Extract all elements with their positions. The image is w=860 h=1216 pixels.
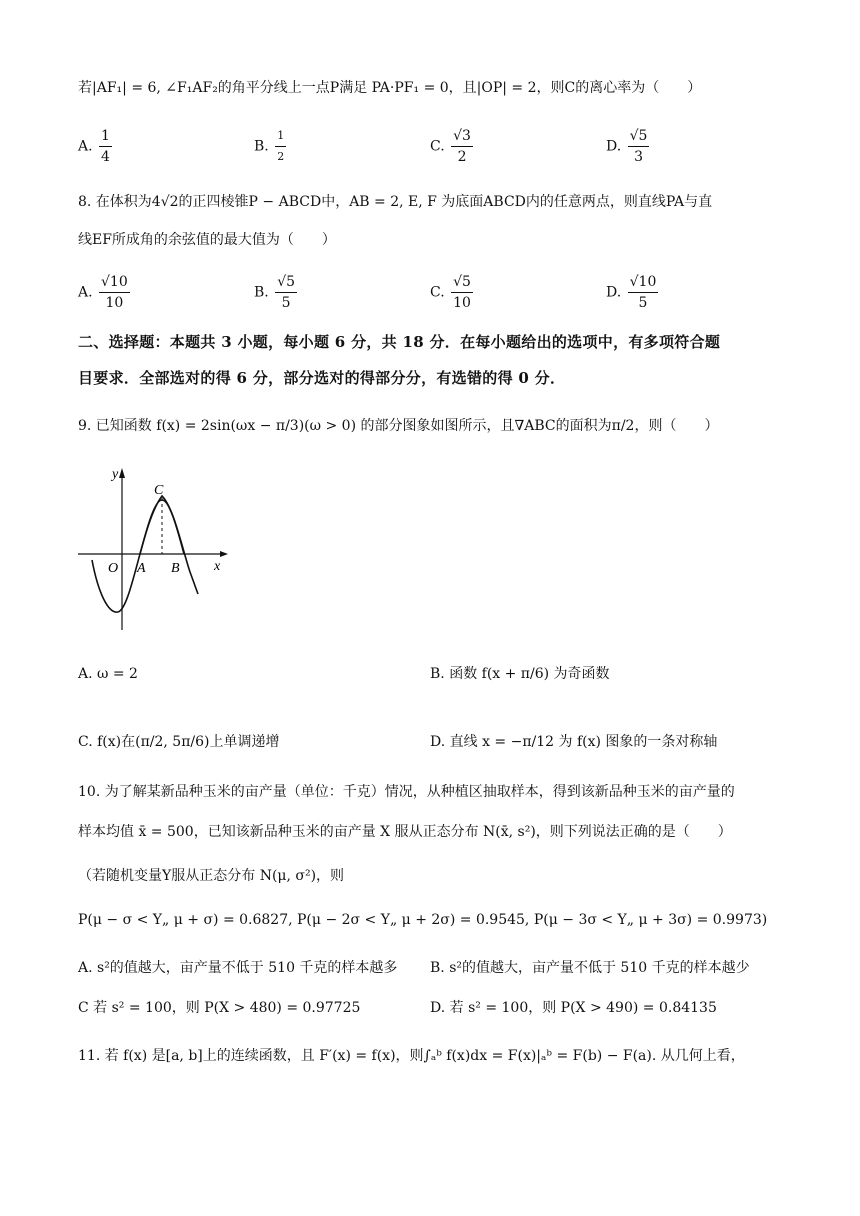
q9-stem: 9. 已知函数 f(x) = 2sin(ωx − π/3)(ω > 0) 的部分图象如图所示，且∇ABC的面积为π/2，则（ ） xyxy=(78,418,719,434)
fraction: $\frac{√3}{2}$ xyxy=(453,128,471,165)
q8-option-c: C. $\frac{√5}{10}$ xyxy=(430,274,471,311)
q7-option-b: B. $\frac{1}{2}$ xyxy=(254,126,288,167)
q9-option-a: A. ω = 2 xyxy=(78,666,138,682)
q10-line-1: 10. 为了解某新品种玉米的亩产量（单位：千克）情况，从种植区抽取样本，得到该新品种玉米的亩产量的 xyxy=(78,784,735,800)
q7-option-c: C. $\frac{√3}{2}$ xyxy=(430,128,471,165)
q8-option-b: B. $\frac{√5}{5}$ xyxy=(254,274,296,311)
section2-heading-line-1: 二、选择题：本题共 3 小题，每小题 6 分，共 18 分．在每小题给出的选项中，有多项符合题 xyxy=(78,333,721,351)
section2-heading-line-2: 目要求．全部选对的得 6 分，部分选对的得部分分，有选错的得 0 分． xyxy=(78,369,566,387)
fraction: $\frac{√10}{10}$ xyxy=(101,274,128,311)
fraction: $\frac{1}{4}$ xyxy=(101,128,110,165)
q10-option-b: B. s²的值越大，亩产量不低于 510 千克的样本越少 xyxy=(430,960,750,976)
fraction: $\frac{√5}{5}$ xyxy=(277,274,296,311)
q10-option-c: C 若 s² = 100，则 P(X > 480) = 0.97725 xyxy=(78,1000,361,1016)
q9-option-d: D. 直线 x = −π/12 为 f(x) 图象的一条对称轴 xyxy=(430,734,718,750)
q9-option-c: C. f(x)在(π/2, 5π/6)上单调递增 xyxy=(78,734,280,750)
fraction: $\frac{1}{2}$ xyxy=(275,126,286,167)
q8-option-d: D. $\frac{√10}{5}$ xyxy=(606,274,657,311)
label-b: B xyxy=(171,561,180,576)
q10-option-d: D. 若 s² = 100，则 P(X > 490) = 0.84135 xyxy=(430,1000,717,1016)
fraction: $\frac{√10}{5}$ xyxy=(629,274,657,311)
q7-option-a: A. $\frac{1}{4}$ xyxy=(78,128,110,165)
q10-line-3: （若随机变量Y服从正态分布 N(μ, σ²)，则 xyxy=(78,868,345,884)
fraction: $\frac{√5}{3}$ xyxy=(629,128,648,165)
label-x: x xyxy=(214,559,221,574)
q9-option-b: B. 函数 f(x + π/6) 为奇函数 xyxy=(430,666,610,682)
label-origin: O xyxy=(108,561,119,576)
label-y: y xyxy=(112,467,119,482)
q11-line-1: 11. 若 f(x) 是[a, b]上的连续函数，且 F′(x) = f(x)，则∫ₐᵇ f(x)dx = F(x)|ₐᵇ = F(b) − F(a). 从几何上看， xyxy=(78,1048,745,1064)
q7-option-d: D. $\frac{√5}{3}$ xyxy=(606,128,648,165)
y-axis-arrow xyxy=(119,468,125,478)
q10-line-4: P(μ − σ < Y„ μ + σ) = 0.6827, P(μ − 2σ < Y„ μ + 2σ) = 0.9545, P(μ − 3σ < Y„ μ + 3σ) = 0.9973) xyxy=(78,912,768,928)
q9-function-graph xyxy=(74,462,234,634)
fraction: $\frac{√5}{10}$ xyxy=(453,274,471,311)
label-a: A xyxy=(137,561,146,576)
q7-continuation-text: 若|AF₁| = 6, ∠F₁AF₂的角平分线上一点P满足 PA·PF₁ = 0，且|OP| = 2，则C的离心率为（ ） xyxy=(78,80,702,96)
q8-line-2: 线EF所成角的余弦值的最大值为（ ） xyxy=(78,232,336,248)
label-c: C xyxy=(154,483,164,498)
q10-option-a: A. s²的值越大，亩产量不低于 510 千克的样本越多 xyxy=(78,960,398,976)
q8-option-a: A. $\frac{√10}{10}$ xyxy=(78,274,128,311)
q10-line-2: 样本均值 x̄ = 500，已知该新品种玉米的亩产量 X 服从正态分布 N(x̄, s²)，则下列说法正确的是（ ） xyxy=(78,824,732,840)
x-axis-arrow xyxy=(220,551,228,557)
q8-line-1: 8. 在体积为4√2的正四棱锥P − ABCD中，AB = 2, E, F 为底面ABCD内的任意两点，则直线PA与直 xyxy=(78,194,713,210)
